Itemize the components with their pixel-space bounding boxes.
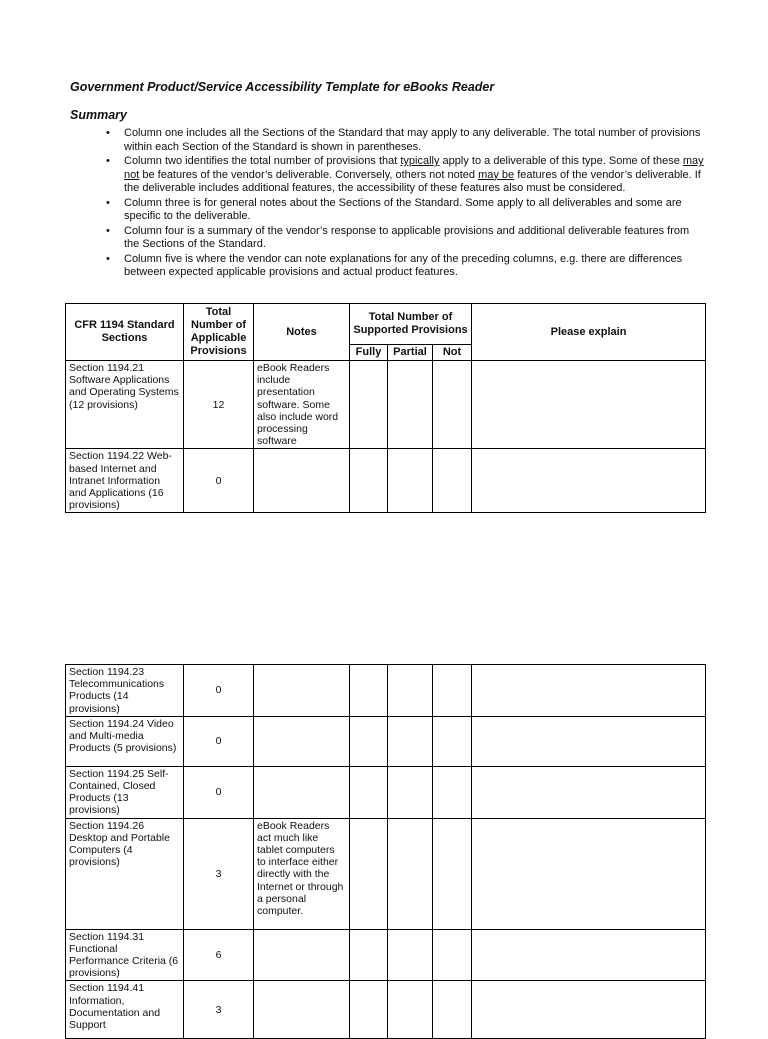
- row-not-cell[interactable]: [433, 766, 472, 818]
- row-explain-cell[interactable]: [472, 766, 706, 818]
- row-section: Section 1194.41 Information, Documentation and Support: [66, 981, 184, 1039]
- row-fully-cell[interactable]: [350, 818, 388, 929]
- underlined-may-be: may be: [478, 168, 515, 181]
- summary-bullet-3: • Column three is for general notes about the Sections of the Standard. Some apply to all deliverables and some are specific to the deliverable.: [106, 197, 706, 224]
- header-partial: Partial: [388, 345, 433, 361]
- provisions-table-part-1: [65, 303, 706, 513]
- row-partial-cell[interactable]: [388, 716, 433, 766]
- header-please-explain: Please explain: [472, 304, 706, 361]
- row-section: Section 1194.21 Software Applications and Operating Systems (12 provisions): [66, 361, 184, 449]
- row-notes: [254, 766, 350, 818]
- header-applicable-provisions: Total Number of Applicable Provisions: [184, 304, 254, 361]
- row-fully-cell[interactable]: [350, 449, 388, 513]
- row-explain-cell[interactable]: [472, 929, 706, 981]
- row-not-cell[interactable]: [433, 929, 472, 981]
- table-row: [66, 665, 706, 717]
- row-explain-cell[interactable]: [472, 818, 706, 929]
- row-section: Section 1194.26 Desktop and Portable Computers (4 provisions): [66, 818, 184, 929]
- row-partial-cell[interactable]: [388, 665, 433, 717]
- summary-bullet-2-part-b: apply to a deliverable of this type. Some of these: [439, 155, 683, 167]
- summary-bullet-2-part-d: features of the vendor’s deliverable. If the deliverable includes additional features, the accessibility of these features also must be considered.: [124, 168, 701, 194]
- row-explain-cell[interactable]: [472, 716, 706, 766]
- table-row: [66, 929, 706, 981]
- row-partial-cell[interactable]: [388, 766, 433, 818]
- row-not-cell[interactable]: [433, 818, 472, 929]
- row-fully-cell[interactable]: [350, 766, 388, 818]
- row-partial-cell[interactable]: [388, 361, 433, 449]
- row-not-cell[interactable]: [433, 716, 472, 766]
- row-section: Section 1194.25 Self-Contained, Closed Products (13 provisions): [66, 766, 184, 818]
- summary-bullet-list: [106, 127, 706, 281]
- row-not-cell[interactable]: [433, 981, 472, 1039]
- row-not-cell[interactable]: [433, 665, 472, 717]
- provisions-table-part-2: [65, 664, 706, 1039]
- row-fully-cell[interactable]: [350, 665, 388, 717]
- header-supported-provisions: Total Number of Supported Provisions: [350, 304, 472, 345]
- summary-bullet-2-part-c: be features of the vendor’s deliverable. Conversely, others not noted: [139, 168, 479, 181]
- row-explain-cell[interactable]: [472, 361, 706, 449]
- row-provision-count: 0: [184, 449, 254, 513]
- row-section: Section 1194.22 Web-based Internet and Intranet Information and Applications (16 provisions): [66, 449, 184, 513]
- summary-bullet-5: • Column five is where the vendor can note explanations for any of the preceding columns, e.g. there are differences between expected applicable provisions and actual product features.: [106, 253, 706, 280]
- row-partial-cell[interactable]: [388, 449, 433, 513]
- row-provision-count: 0: [184, 716, 254, 766]
- row-fully-cell[interactable]: [350, 929, 388, 981]
- underlined-may-not: may not: [124, 155, 704, 181]
- row-provision-count: 6: [184, 929, 254, 981]
- table-row: [66, 766, 706, 818]
- header-cfr-sections: CFR 1194 Standard Sections: [66, 304, 184, 361]
- row-partial-cell[interactable]: [388, 981, 433, 1039]
- row-section: Section 1194.23 Telecommunications Products (14 provisions): [66, 665, 184, 717]
- row-explain-cell[interactable]: [472, 449, 706, 513]
- row-provision-count: 3: [184, 981, 254, 1039]
- row-partial-cell[interactable]: [388, 929, 433, 981]
- summary-bullet-4: • Column four is a summary of the vendor’s response to applicable provisions and additional deliverable features from the Sections of the Standard.: [106, 225, 706, 252]
- row-provision-count: 3: [184, 818, 254, 929]
- row-not-cell[interactable]: [433, 361, 472, 449]
- row-explain-cell[interactable]: [472, 665, 706, 717]
- table-row: [66, 361, 706, 449]
- row-explain-cell[interactable]: [472, 981, 706, 1039]
- row-notes: [254, 929, 350, 981]
- row-fully-cell[interactable]: [350, 361, 388, 449]
- row-notes: [254, 716, 350, 766]
- summary-heading: Summary: [70, 108, 127, 122]
- summary-bullet-1: • Column one includes all the Sections of the Standard that may apply to any deliverable. The total number of provisions within each Section of the Standard is shown in parentheses.: [106, 127, 706, 154]
- row-fully-cell[interactable]: [350, 981, 388, 1039]
- header-not: Not: [433, 345, 472, 361]
- summary-bullet-2-part-a: Column two identifies the total number of provisions that: [124, 155, 401, 167]
- summary-bullet-2: [106, 155, 706, 196]
- row-provision-count: 0: [184, 665, 254, 717]
- row-notes: [254, 449, 350, 513]
- document-title: Government Product/Service Accessibility Template for eBooks Reader: [70, 80, 495, 94]
- table-row: [66, 449, 706, 513]
- row-not-cell[interactable]: [433, 449, 472, 513]
- table-row: [66, 981, 706, 1039]
- row-section: Section 1194.31 Functional Performance Criteria (6 provisions): [66, 929, 184, 981]
- table-row: [66, 716, 706, 766]
- row-provision-count: 0: [184, 766, 254, 818]
- row-fully-cell[interactable]: [350, 716, 388, 766]
- header-fully: Fully: [350, 345, 388, 361]
- row-provision-count: 12: [184, 361, 254, 449]
- row-notes: eBook Readers act much like tablet computers to interface either directly with the Internet or through a personal computer.: [254, 818, 350, 929]
- row-section: Section 1194.24 Video and Multi-media Products (5 provisions): [66, 716, 184, 766]
- underlined-typically: typically: [400, 155, 440, 167]
- row-notes: [254, 981, 350, 1039]
- header-notes: Notes: [254, 304, 350, 361]
- table-row: [66, 818, 706, 929]
- row-notes: [254, 665, 350, 717]
- row-partial-cell[interactable]: [388, 818, 433, 929]
- row-notes: eBook Readers include presentation software. Some also include word processing software: [254, 361, 350, 449]
